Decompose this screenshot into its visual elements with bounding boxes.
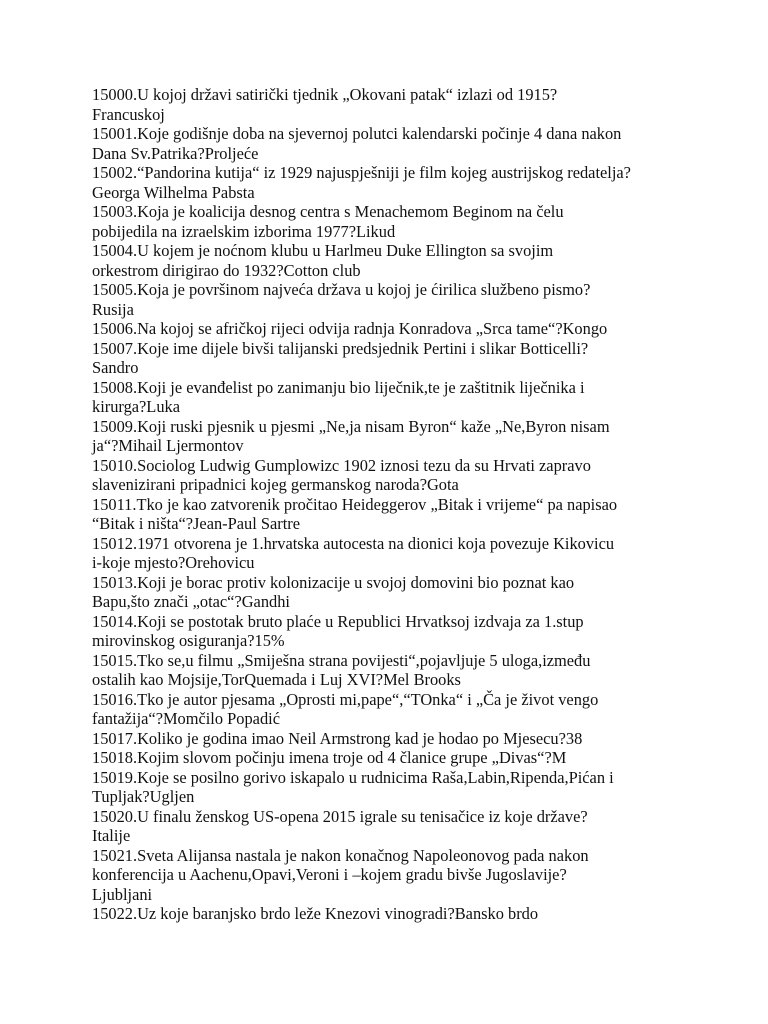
entry-line: i-koje mjesto?Orehovicu bbox=[92, 553, 255, 572]
entry-line: 15011.Tko je kao zatvorenik pročitao Heideggerov „Bitak i vrijeme“ pa napisao bbox=[92, 494, 618, 514]
entry-line: 15022.Uz koje baranjsko brdo leže Knezovi vinogradi?Bansko brdo bbox=[92, 904, 539, 923]
quiz-entry bbox=[92, 280, 692, 319]
entry-line: slavenizirani pripadnici kojeg germanskog naroda?Gota bbox=[92, 475, 459, 494]
quiz-entry bbox=[92, 904, 692, 924]
entry-line: 15020.U finalu ženskog US-opena 2015 igrale su tenisačice iz koje države? bbox=[92, 806, 588, 826]
quiz-entry bbox=[92, 690, 692, 729]
quiz-entry bbox=[92, 124, 692, 163]
entry-line: 15012.1971 otvorena je 1.hrvatska autocesta na dionici koja povezuje Kikovicu bbox=[92, 533, 615, 553]
entry-line: 15018.Kojim slovom počinju imena troje od 4 članice grupe „Divas“?M bbox=[92, 748, 567, 767]
entry-line: 15005.Koja je površinom najveća država u kojoj je ćirilica službeno pismo? bbox=[92, 280, 591, 299]
entry-line: 15001.Koje godišnje doba na sjevernoj polutci kalendarski počinje 4 dana nakon bbox=[92, 124, 622, 143]
quiz-entry bbox=[92, 417, 692, 456]
entry-line: Ljubljani bbox=[92, 884, 153, 904]
entry-line: 15013.Koji je borac protiv kolonizacije u svojoj domovini bio poznat kao bbox=[92, 572, 575, 592]
entry-line: Bapu,što znači „otac“?Gandhi bbox=[92, 592, 290, 611]
entry-line: mirovinskog osiguranja?15% bbox=[92, 631, 285, 650]
document-body bbox=[92, 85, 692, 924]
entry-line: 15007.Koje ime dijele bivši talijanski predsjednik Pertini i slikar Botticelli? bbox=[92, 338, 589, 358]
entry-line: 15016.Tko je autor pjesama „Oprosti mi,pape“,“TOnka“ i „Ča je život vengo bbox=[92, 689, 599, 709]
entry-line: 15009.Koji ruski pjesnik u pjesmi „Ne,ja nisam Byron“ kaže „Ne,Byron nisam bbox=[92, 416, 610, 436]
quiz-entry bbox=[92, 163, 692, 202]
quiz-entry bbox=[92, 202, 692, 241]
entry-line: Francuskoj bbox=[92, 104, 165, 124]
quiz-entry bbox=[92, 612, 692, 651]
quiz-entry bbox=[92, 319, 692, 339]
entry-line: “Bitak i ništa“?Jean-Paul Sartre bbox=[92, 514, 300, 533]
quiz-entry bbox=[92, 807, 692, 846]
entry-line: Italije bbox=[92, 826, 131, 845]
quiz-entry bbox=[92, 534, 692, 573]
entry-line: 15019.Koje se posilno gorivo iskapalo u rudnicima Raša,Labin,Ripenda,Pićan i bbox=[92, 767, 614, 787]
entry-line: pobijedila na izraelskim izborima 1977?Likud bbox=[92, 221, 396, 241]
entry-line: Rusija bbox=[92, 299, 134, 319]
entry-line: fantažija“?Momčilo Popadić bbox=[92, 709, 280, 728]
quiz-entry bbox=[92, 729, 692, 749]
quiz-entry bbox=[92, 85, 692, 124]
quiz-entry bbox=[92, 456, 692, 495]
entry-line: 15000.U kojoj državi satirički tjednik „Okovani patak“ izlazi od 1915? bbox=[92, 85, 558, 104]
entry-line: 15017.Koliko je godina imao Neil Armstrong kad je hodao po Mjesecu?38 bbox=[92, 728, 583, 748]
quiz-entry bbox=[92, 748, 692, 768]
quiz-entry bbox=[92, 768, 692, 807]
entry-line: konferencija u Aachenu,Opavi,Veroni i –kojem gradu bivše Jugoslavije? bbox=[92, 865, 567, 884]
entry-line: 15015.Tko se,u filmu „Smiješna strana povijesti“,pojavljuje 5 uloga,između bbox=[92, 650, 591, 670]
entry-line: 15021.Sveta Alijansa nastala je nakon konačnog Napoleonovog pada nakon bbox=[92, 845, 589, 865]
entry-line: 15006.Na kojoj se afričkoj rijeci odvija radnja Konradova „Srca tame“?Kongo bbox=[92, 319, 608, 338]
entry-line: orkestrom dirigirao do 1932?Cotton club bbox=[92, 260, 361, 280]
quiz-entry bbox=[92, 241, 692, 280]
entry-line: Sandro bbox=[92, 358, 139, 377]
entry-line: 15008.Koji je evanđelist po zanimanju bio liječnik,te je zaštitnik liječnika i bbox=[92, 377, 585, 397]
entry-line: 15003.Koja je koalicija desnog centra s Menachemom Beginom na čelu bbox=[92, 202, 564, 221]
entry-line: kirurga?Luka bbox=[92, 397, 180, 416]
entry-line: Georga Wilhelma Pabsta bbox=[92, 182, 255, 202]
entry-line: 15004.U kojem je noćnom klubu u Harlmeu Duke Ellington sa svojim bbox=[92, 241, 554, 260]
entry-line: Tupljak?Ugljen bbox=[92, 787, 195, 806]
entry-line: 15010.Sociolog Ludwig Gumplowizc 1902 iznosi tezu da su Hrvati zapravo bbox=[92, 455, 591, 475]
quiz-entry bbox=[92, 339, 692, 378]
quiz-entry bbox=[92, 573, 692, 612]
quiz-entry bbox=[92, 846, 692, 905]
quiz-entry bbox=[92, 651, 692, 690]
entry-line: ostalih kao Mojsije,TorQuemada i Luj XVI?Mel Brooks bbox=[92, 670, 461, 689]
entry-line: ja“?Mihail Ljermontov bbox=[92, 436, 244, 455]
entry-line: 15014.Koji se postotak bruto plaće u Republici Hrvatksoj izdvaja za 1.stup bbox=[92, 611, 584, 631]
quiz-entry bbox=[92, 495, 692, 534]
entry-line: 15002.“Pandorina kutija“ iz 1929 najuspješniji je film kojeg austrijskog redatelja? bbox=[92, 163, 631, 182]
quiz-entry bbox=[92, 378, 692, 417]
entry-line: Dana Sv.Patrika?Proljeće bbox=[92, 143, 259, 163]
